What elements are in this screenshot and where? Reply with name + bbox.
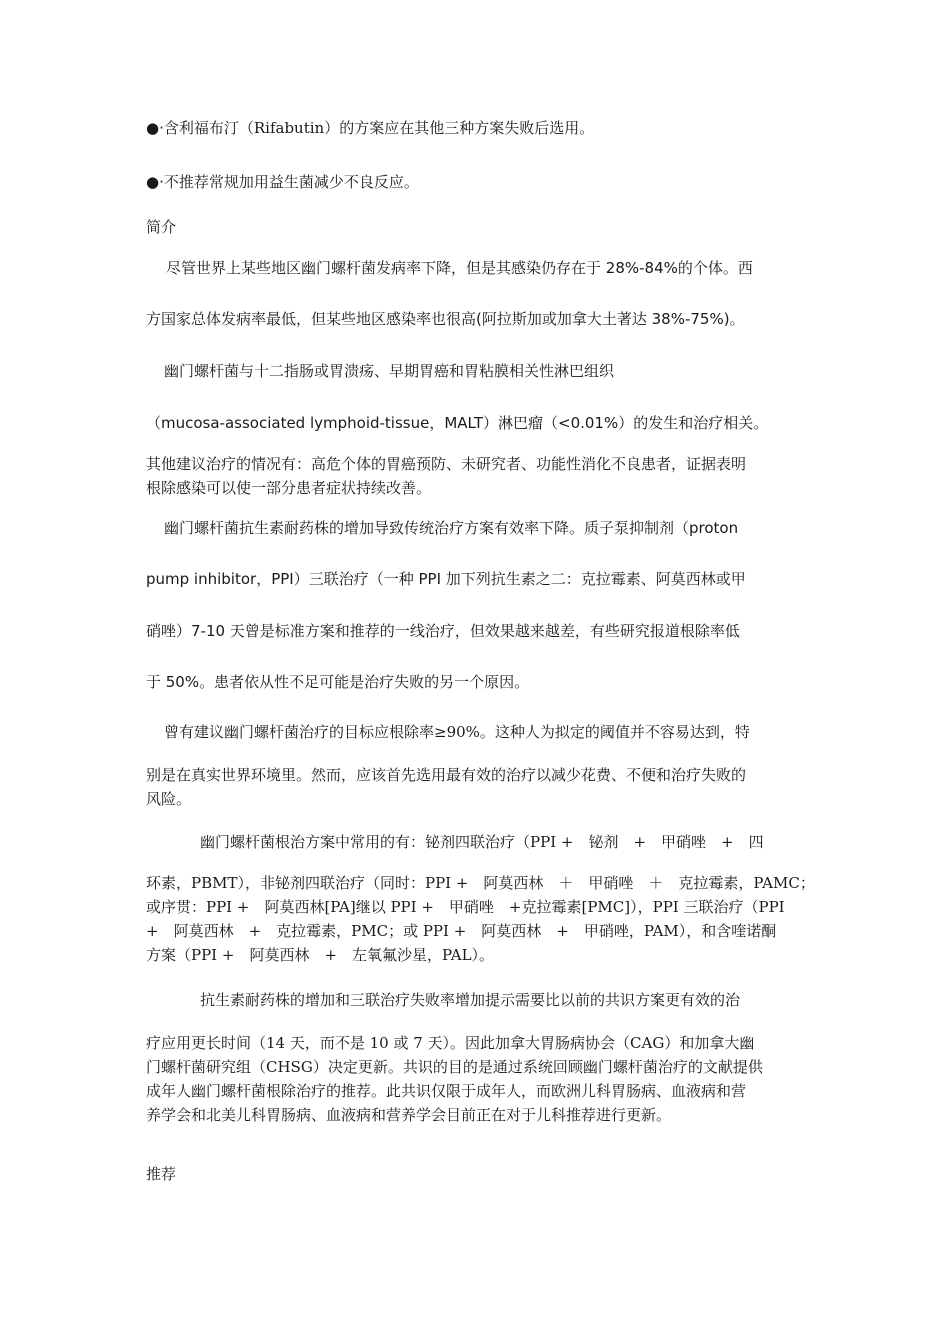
- paragraph-line: 养学会和北美儿科胃肠病、血液病和营养学会目前正在对于儿科推荐进行更新。: [146, 1106, 672, 1124]
- bullet-text: 不推荐常规加用益生菌减少不良反应。: [163, 173, 419, 191]
- bullet-text: 含利福布汀（Rifabutin）的方案应在其他三种方案失败后选用。: [163, 119, 595, 137]
- paragraph-line: 幽门螺杆菌根治方案中常用的有：铋剂四联治疗（PPI + 铋剂 + 甲硝唑 + 四: [200, 833, 764, 851]
- paragraph-line: 或序贯：PPI + 阿莫西林[PA]继以 PPI + 甲硝唑 +克拉霉素[PMC]），PPI 三联治疗（PPI: [146, 898, 785, 916]
- paragraph-line: 于 50%。患者依从性不足可能是治疗失败的另一个原因。: [146, 673, 530, 691]
- paragraph-line: 根除感染可以使一部分患者症状持续改善。: [146, 479, 432, 497]
- paragraph-line: 方案（PPI + 阿莫西林 + 左氧氟沙星，PAL）。: [146, 946, 495, 964]
- paragraph-line: （mucosa-associated lymphoid-tissue，MALT）淋巴瘤（<0.01%）的发生和治疗相关。: [146, 414, 769, 432]
- paragraph-line: 成年人幽门螺杆菌根除治疗的推荐。此共识仅限于成年人，而欧洲儿科胃肠病、血液病和营: [146, 1082, 747, 1100]
- bullet-item-probiotics: [146, 172, 816, 192]
- paragraph-line: 别是在真实世界环境里。然而，应该首先选用最有效的治疗以减少花费、不便和治疗失败的: [146, 766, 747, 784]
- paragraph-line: pump inhibitor，PPI）三联治疗（一种 PPI 加下列抗生素之二：克拉霉素、阿莫西林或甲: [146, 570, 746, 588]
- paragraph-line: 疗应用更长时间（14 天，而不是 10 或 7 天）。因此加拿大胃肠病协会（CAG）和加拿大幽: [146, 1034, 755, 1052]
- paragraph-line: 风险。: [146, 790, 192, 808]
- paragraph-line: 其他建议治疗的情况有：高危个体的胃癌预防、未研究者、功能性消化不良患者，证据表明: [146, 455, 747, 473]
- bullet-icon: ●·: [146, 119, 164, 137]
- paragraph-line: 尽管世界上某些地区幽门螺杆菌发病率下降，但是其感染仍存在于 28%-84%的个体。西: [166, 259, 753, 277]
- paragraph-line: 抗生素耐药株的增加和三联治疗失败率增加提示需要比以前的共识方案更有效的治: [200, 991, 741, 1009]
- paragraph-line: + 阿莫西林 + 克拉霉素，PMC；或 PPI + 阿莫西林 + 甲硝唑，PAM），和含喹诺酮: [146, 922, 777, 940]
- paragraph-line: 幽门螺杆菌抗生素耐药株的增加导致传统治疗方案有效率下降。质子泵抑制剂（proton: [164, 519, 739, 537]
- section-heading-recommend: 推荐: [146, 1165, 177, 1183]
- bullet-item-rifabutin: [146, 118, 816, 138]
- bullet-icon: ●·: [146, 173, 164, 191]
- paragraph-line: 门螺杆菌研究组（CHSG）决定更新。共识的目的是通过系统回顾幽门螺杆菌治疗的文献提供: [146, 1058, 763, 1076]
- section-heading-intro: 简介: [146, 218, 177, 236]
- paragraph-line: 方国家总体发病率最低，但某些地区感染率也很高(阿拉斯加或加拿大土著达 38%-75%)。: [146, 310, 745, 328]
- paragraph-line: 幽门螺杆菌与十二指肠或胃溃疡、早期胃癌和胃粘膜相关性淋巴组织: [164, 362, 615, 380]
- paragraph-line: 环素，PBMT），非铋剂四联治疗（同时：PPI + 阿莫西林 ＋ 甲硝唑 ＋ 克拉霉素，PAMC；: [146, 874, 815, 892]
- paragraph-line: 硝唑）7-10 天曾是标准方案和推荐的一线治疗，但效果越来越差，有些研究报道根除率低: [146, 622, 740, 640]
- paragraph-line: 曾有建议幽门螺杆菌治疗的目标应根除率≥90%。这种人为拟定的阈值并不容易达到，特: [164, 723, 750, 741]
